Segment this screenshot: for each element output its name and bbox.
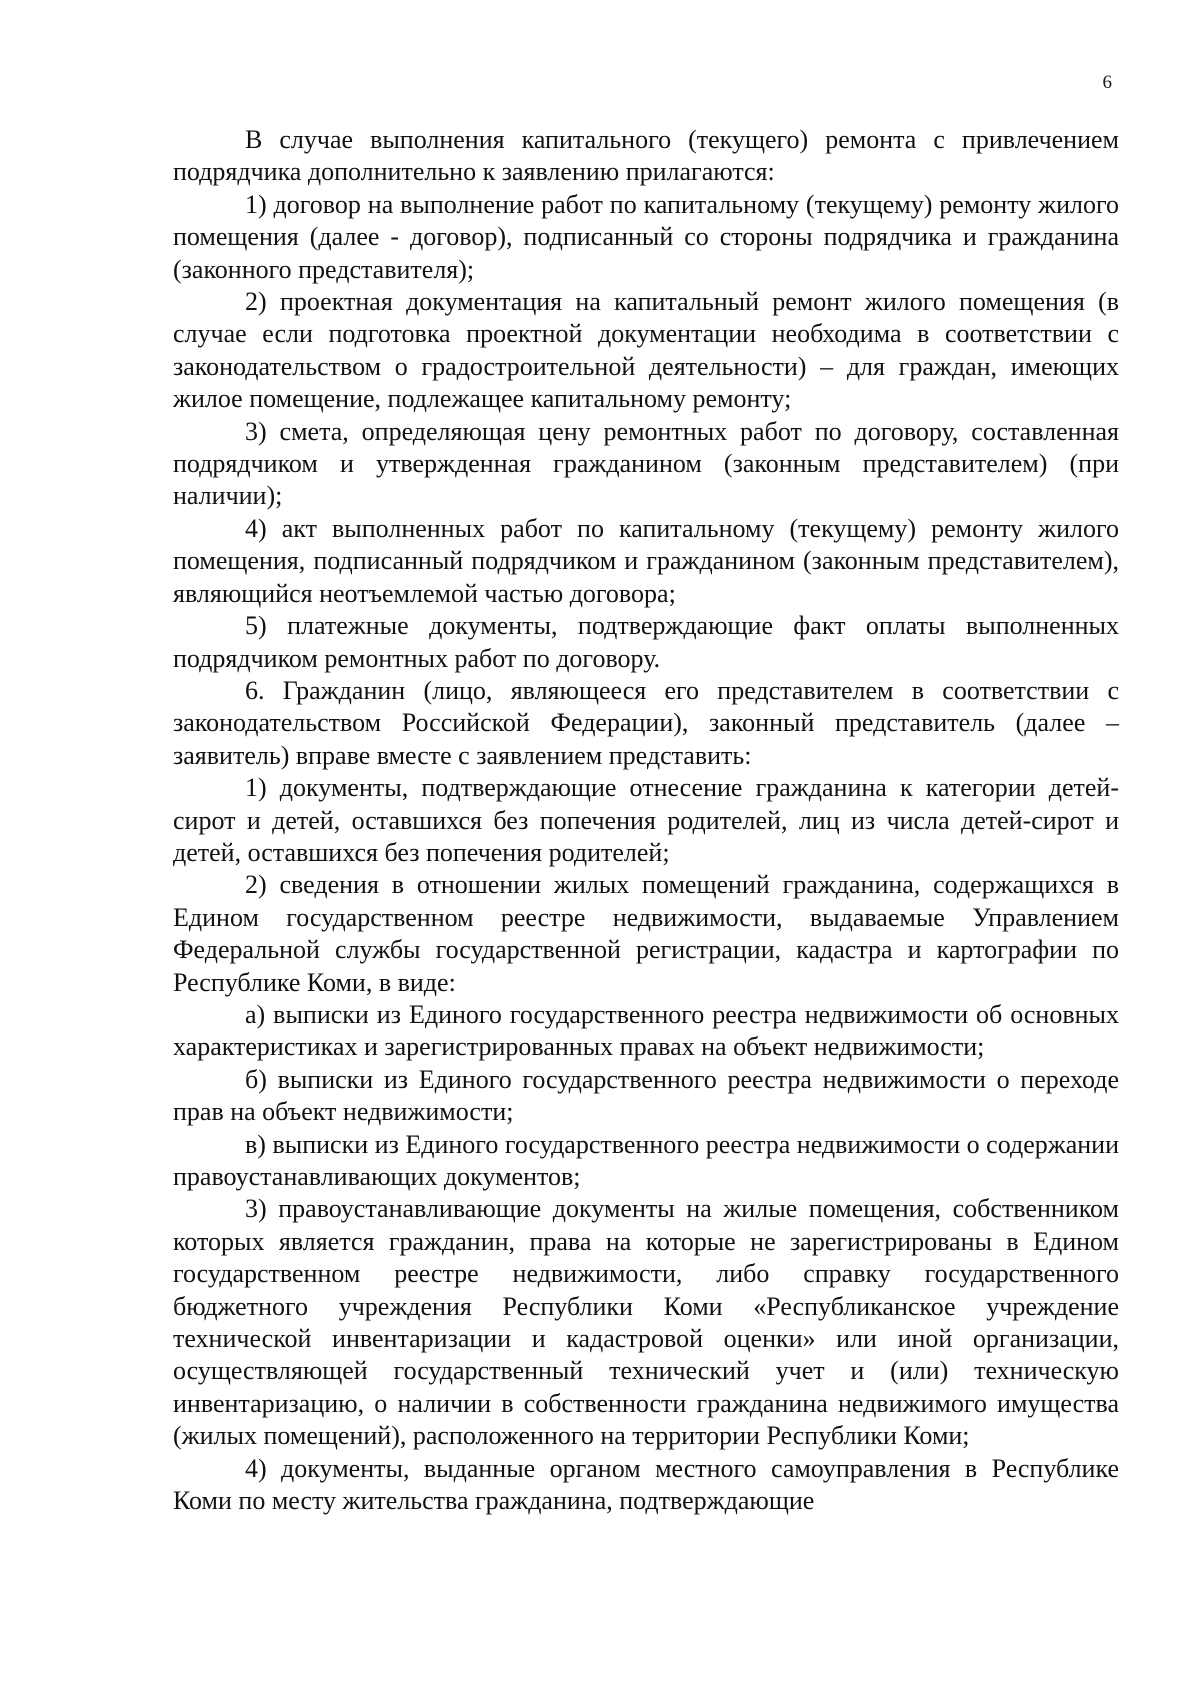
paragraph-contractor-intro: В случае выполнения капитального (текущего) ремонта с привлечением подрядчика дополнительно к заявлению прилагаются: — [173, 125, 1119, 187]
paragraph-item-local-docs: 4) документы, выданные органом местного самоуправления в Республике Коми по месту жительства гражданина, подтверждающие — [173, 1453, 1119, 1516]
paragraph-item-payment-docs: 5) платежные документы, подтверждающие факт оплаты выполненных подрядчиком ремонтных работ по договору. — [173, 611, 1119, 673]
paragraph-section-6: 6. Гражданин (лицо, являющееся его представителем в соответствии с законодательством Российской Федерации), законный представитель (далее – заявитель) вправе вместе с заявлением представить: — [173, 675, 1119, 770]
paragraph-subitem-b: б) выписки из Единого государственного реестра недвижимости о переходе прав на объект недвижимости; — [173, 1064, 1119, 1127]
paragraph-subitem-v: в) выписки из Единого государственного реестра недвижимости о содержании правоустанавливающих документов; — [173, 1129, 1119, 1191]
paragraph-item-project-docs: 2) проектная документация на капитальный ремонт жилого помещения (в случае если подготовка проектной документации необходима в соответствии с законодательством о градостроительной деятельности) – для граждан, имеющих жилое помещение, подлежащее капитальному ремонту; — [173, 287, 1119, 414]
paragraph-subitem-a: а) выписки из Единого государственного реестра недвижимости об основных характеристиках и зарегистрированных правах на объект недвижимости; — [173, 999, 1119, 1062]
page-number: 6 — [1102, 72, 1112, 93]
paragraph-item-title-docs: 3) правоустанавливающие документы на жилые помещения, собственником которых является гражданин, права на которые не зарегистрированы в Едином государственном реестре недвижимости, либо справку государственного бюджетного учреждения Республики Коми «Республиканское учреждение технической инвентаризации и кадастровой оценки» или иной организации, осуществляющей государственный технический учет и (или) техническую инвентаризацию, о наличии в собственности гражданина недвижимого имущества (жилых помещений), расположенного на территории Республики Коми; — [173, 1194, 1119, 1451]
paragraph-item-contract: 1) договор на выполнение работ по капитальному (текущему) ремонту жилого помещения (далее - договор), подписанный со стороны подрядчика и гражданина (законного представителя); — [173, 189, 1119, 284]
paragraph-item-registry-info: 2) сведения в отношении жилых помещений гражданина, содержащихся в Едином государственном реестре недвижимости, выдаваемые Управлением Федеральной службы государственной регистрации, кадастра и картографии по Республике Коми, в виде: — [173, 870, 1119, 997]
document-body — [173, 124, 1119, 1517]
paragraph-item-estimate: 3) смета, определяющая цену ремонтных работ по договору, составленная подрядчиком и утвержденная гражданином (законным представителем) (при наличии); — [173, 416, 1119, 511]
paragraph-item-orphan-docs: 1) документы, подтверждающие отнесение гражданина к категории детей-сирот и детей, оставшихся без попечения родителей, лиц из числа детей-сирот и детей, оставшихся без попечения родителей; — [173, 773, 1119, 867]
paragraph-item-work-act: 4) акт выполненных работ по капитальному (текущему) ремонту жилого помещения, подписанный подрядчиком и гражданином (законным представителем), являющийся неотъемлемой частью договора; — [173, 513, 1119, 608]
